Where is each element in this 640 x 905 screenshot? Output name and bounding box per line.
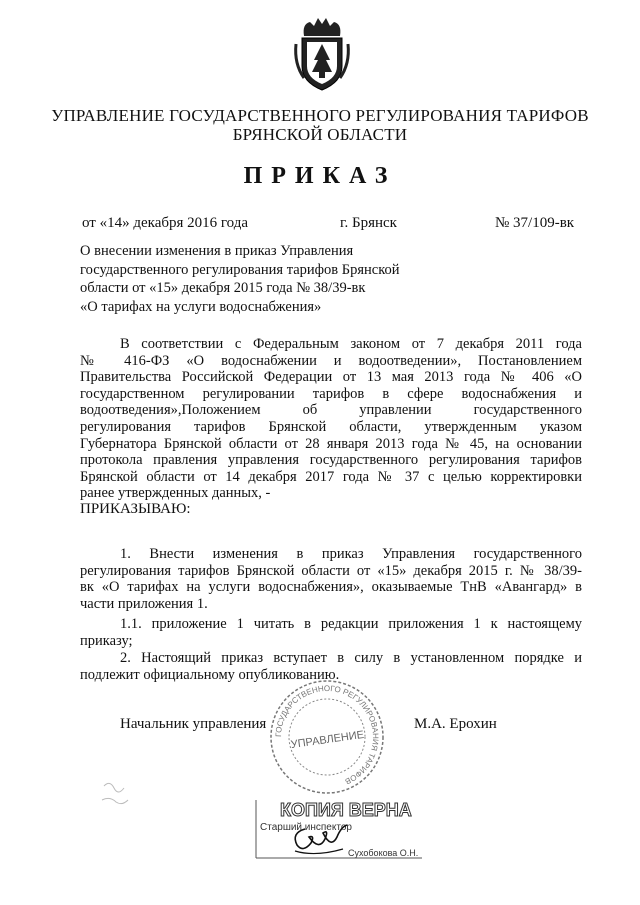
order-item-1 xyxy=(80,546,582,612)
subject-line: области от «15» декабря 2015 года № 38/39-вк xyxy=(80,280,366,296)
preamble-line: государственном регулировании тарифов в сфере водоснабжения и xyxy=(80,385,582,402)
item-line: 1. Внести изменения в приказ Управления государственного xyxy=(120,546,582,562)
order-word: ПРИКАЗЫВАЮ: xyxy=(80,501,191,517)
item-line: части приложения 1. xyxy=(80,595,208,612)
subject-line: О внесении изменения в приказ Управления xyxy=(80,243,354,259)
preamble-line: № 416-ФЗ «О водоснабжении и водоотведении», Постановлением xyxy=(80,352,582,369)
official-round-stamp xyxy=(268,678,386,796)
subject-line: «О тарифах на услуги водоснабжения» xyxy=(80,298,322,315)
signatory-name: М.А. Ерохин xyxy=(414,716,497,732)
document-title: ПРИКАЗ xyxy=(243,163,397,189)
stamp-center-text: УПРАВЛЕНИЕ xyxy=(290,728,365,752)
item-line: регулирования тарифов Брянской области от «15» декабря 2015 г. № 38/39- xyxy=(80,562,582,579)
copy-stamp-name: Сухобокова О.Н. xyxy=(348,848,419,858)
preamble-line: Правительства Российской Федерации от 13 мая 2013 года № 406 «О xyxy=(80,369,582,386)
item-line: вк «О тарифах на услуги водоснабжения», оказываемые ТнВ «Авангард» в xyxy=(80,579,582,596)
preamble-line: регулирования тарифов Брянской области, утвержденным указом xyxy=(80,418,582,435)
copy-stamp-role: Старший инспектор xyxy=(260,822,352,833)
preamble-line: протокола правления управления государственного регулирования тарифов xyxy=(80,452,582,469)
item-line: приказу; xyxy=(80,632,133,649)
item-line: подлежит официальному опубликованию. xyxy=(80,666,340,683)
organization-name-line2: БРЯНСКОЙ ОБЛАСТИ xyxy=(232,125,408,144)
order-city: г. Брянск xyxy=(340,215,397,231)
order-item-1-1 xyxy=(80,616,582,649)
signatory-position: Начальник управления xyxy=(120,716,267,732)
organization-name-line1: УПРАВЛЕНИЕ ГОСУДАРСТВЕННОГО РЕГУЛИРОВАНИЯ ТАРИФОВ xyxy=(51,106,589,125)
item-line: 1.1. приложение 1 читать в редакции приложения 1 к настоящему xyxy=(120,616,582,632)
preamble-line: В соответствии с Федеральным законом от 7 декабря 2011 года xyxy=(120,336,582,352)
order-subject xyxy=(80,242,420,316)
bryansk-coat-of-arms-emblem xyxy=(292,14,352,94)
order-number: № 37/109-вк xyxy=(495,215,575,231)
stamp-ring-text: ГОСУДАРСТВЕННОГО РЕГУЛИРОВАНИЯ ТАРИФОВ xyxy=(273,683,381,786)
item-line: 2. Настоящий приказ вступает в силу в установленном порядке и xyxy=(120,650,582,666)
subject-line: государственного регулирования тарифов Брянской xyxy=(80,261,400,278)
preamble-line: ранее утвержденных данных, - xyxy=(80,485,271,502)
order-date: от «14» декабря 2016 года xyxy=(82,215,249,231)
preamble-line: Брянской области от 14 декабря 2017 года № 37 с целью корректировки xyxy=(80,468,582,485)
margin-mark-icon xyxy=(100,776,140,816)
preamble-line: Губернатора Брянской области от 28 января 2013 года № 45, на основании xyxy=(80,435,582,452)
copy-stamp-title: КОПИЯ ВЕРНА xyxy=(280,800,412,820)
preamble-paragraph xyxy=(80,336,582,502)
handwritten-signature-icon xyxy=(285,815,355,860)
preamble-line: водоотведения»,Положением об управлении государственного xyxy=(80,402,582,419)
